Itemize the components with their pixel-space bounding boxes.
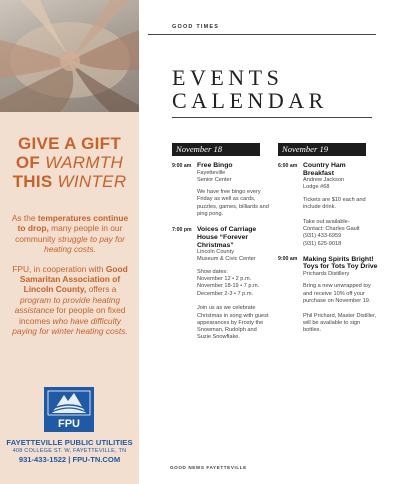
fpu-logo-icon bbox=[44, 387, 94, 432]
event-time: 7:00 pm bbox=[172, 226, 192, 233]
event-location: Lincoln County Museum & Civic Center bbox=[197, 249, 256, 263]
event-title: Voices of Carriage House “Forever Christmas” bbox=[197, 226, 257, 249]
event-location: Prichards Distillery bbox=[303, 271, 350, 278]
ad-headline bbox=[0, 134, 139, 191]
event-title: Country Ham Breakfast bbox=[303, 162, 346, 177]
fpu-contact-block bbox=[0, 438, 139, 464]
title-divider bbox=[172, 117, 372, 118]
stacked-hands-image bbox=[0, 0, 139, 112]
event-description: Show dates: November 12 • 2 p.m. November 18-19 • 7 p.m. December 2-3 • 7 p.m. Join us as we celebrate Christmas in song with guest appearances by Frosty the Snowman, Rudolph and Suzie Snowflake. bbox=[197, 268, 269, 341]
event-item bbox=[172, 162, 272, 218]
hands-photo bbox=[0, 0, 139, 112]
ad-paragraph-1: As the temperatures continue to drop, many people in our community struggle to pay for heating costs. bbox=[11, 213, 129, 255]
page-title bbox=[172, 66, 372, 112]
ad-paragraph-2: FPU, in cooperation with Good Samaritan Association of Lincoln County, offers a program to provide heating assistance for people on fixed incomes who have difficulty paying for winter heating costs. bbox=[12, 263, 128, 337]
event-description: Bring a new unwrapped toy and receive 10% off your purchase on November 19. Phil Prichard, Master Distiller, will be available to sign bottles. bbox=[303, 283, 377, 334]
event-item bbox=[278, 162, 378, 248]
event-time: 9:00 am bbox=[278, 256, 298, 263]
date-column-2 bbox=[278, 143, 378, 342]
date-header: November 19 bbox=[278, 143, 366, 156]
event-title: Free Bingo bbox=[197, 162, 233, 169]
company-contact: 931-433-1522 | FPU-TN.COM bbox=[18, 455, 121, 464]
event-location: Andrew Jackson Lodge #68 bbox=[303, 177, 345, 191]
headline-line-1: GIVE A GIFT bbox=[17, 134, 122, 153]
event-location: Fayetteville Senior Center bbox=[197, 169, 232, 183]
event-time: 9:00 am bbox=[172, 162, 192, 169]
fpu-logo-text: FPU bbox=[58, 418, 80, 430]
headline-line-3: THIS WINTER bbox=[12, 172, 127, 191]
title-line-1: EVENTS bbox=[172, 65, 284, 90]
fpu-logo bbox=[44, 387, 94, 432]
section-label: GOOD TIMES bbox=[172, 24, 220, 30]
date-header: November 18 bbox=[172, 143, 260, 156]
event-description: We have free bingo every Friday as well as cards, puzzles, games, billiards and ping pong. bbox=[197, 189, 269, 218]
top-divider bbox=[148, 34, 376, 35]
headline-line-2: OF WARMTH bbox=[15, 153, 124, 172]
company-address: 408 COLLEGE ST. W, FAYETTEVILLE, TN bbox=[12, 448, 127, 454]
date-column-1 bbox=[172, 143, 272, 350]
company-name: FAYETTEVILLE PUBLIC UTILITIES bbox=[6, 438, 133, 447]
page-footer: GOOD NEWS FAYETTEVILLE bbox=[170, 465, 247, 470]
event-title: Making Spirits Bright! Toys for Tots Toy Drive bbox=[303, 255, 378, 271]
fpu-advertisement bbox=[0, 0, 139, 484]
title-line-2: CALENDAR bbox=[172, 88, 328, 113]
event-item bbox=[278, 256, 378, 335]
event-time: 6:00 am bbox=[278, 162, 298, 169]
event-description: Tickets are $10 each and include drink. Take out available- Contact: Charles Gault (931) 433-6959 (931) 625-9018 bbox=[303, 196, 366, 247]
event-item bbox=[172, 226, 272, 341]
ad-body-text bbox=[8, 213, 132, 345]
